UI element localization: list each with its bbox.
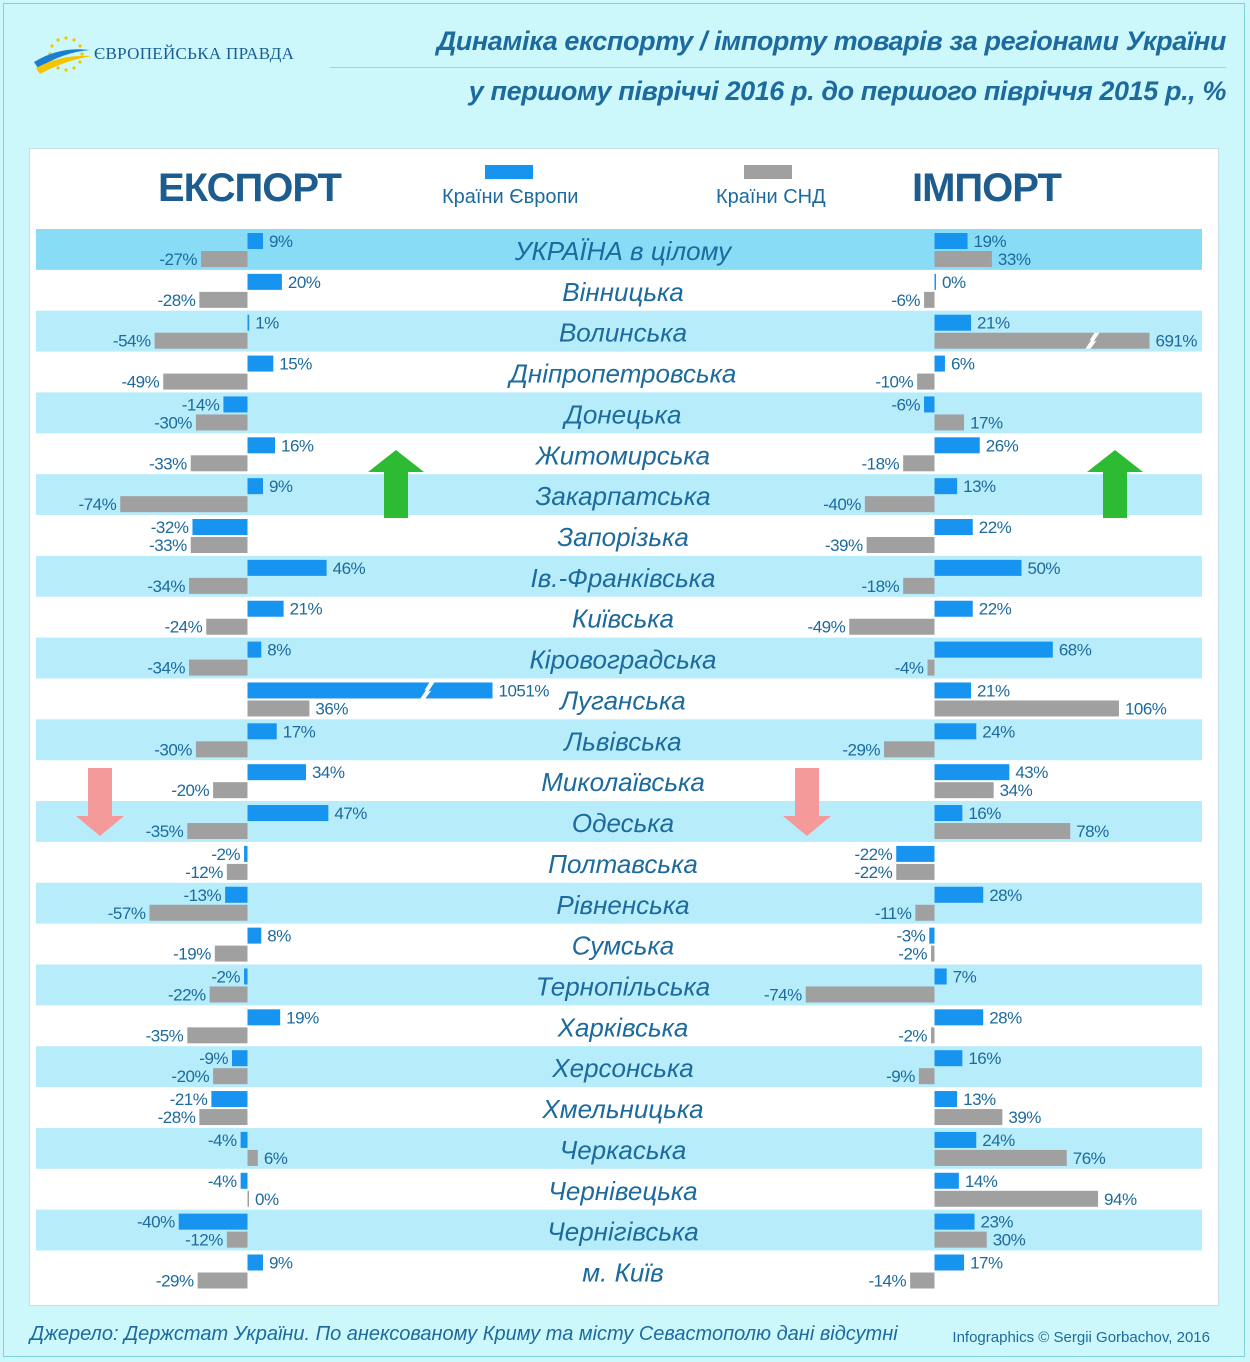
export-cis-bar (187, 1027, 247, 1043)
import-cis-bar (931, 1027, 934, 1043)
import-cis-value-label: -10% (875, 372, 914, 392)
export-europe-bar (248, 764, 306, 780)
export-europe-bar (248, 1009, 281, 1025)
import-europe-value-label: 24% (982, 1130, 1015, 1150)
export-cis-value-label: -24% (164, 617, 203, 637)
logo-text: ЄВРОПЕЙСЬКА ПРАВДА (94, 44, 295, 63)
export-cis-value-label: -34% (147, 658, 186, 678)
export-cis-bar (196, 414, 248, 430)
export-europe-value-label: -32% (150, 518, 189, 538)
export-europe-bar (248, 356, 274, 372)
import-europe-bar (935, 805, 963, 821)
import-cis-bar (935, 414, 965, 430)
export-cis-bar (248, 1191, 250, 1207)
import-cis-bar (917, 374, 934, 390)
export-cis-value-label: -19% (173, 944, 211, 964)
import-cis-bar (928, 660, 935, 676)
import-europe-bar (935, 1214, 975, 1230)
import-europe-value-label: -3% (896, 926, 926, 946)
import-europe-value-label: 23% (980, 1212, 1014, 1232)
import-cis-value-label: 34% (999, 781, 1033, 801)
import-cis-bar (867, 537, 935, 553)
import-europe-bar (924, 396, 934, 412)
export-cis-value-label: -30% (154, 413, 192, 433)
export-cis-bar (189, 578, 247, 594)
export-cis-bar (248, 700, 310, 716)
footer-credit: Infographics © Sergii Gorbachov, 2016 (952, 1329, 1210, 1346)
import-cis-value-label: -18% (861, 576, 900, 596)
region-label: Рівненська (556, 889, 690, 920)
import-cis-value-label: 106% (1124, 699, 1167, 719)
export-cis-bar (155, 333, 248, 349)
import-cis-bar (884, 741, 934, 757)
import-europe-bar (935, 437, 980, 453)
region-label: Київська (572, 603, 674, 634)
import-cis-value-label: -18% (861, 454, 900, 474)
import-europe-bar (935, 274, 937, 290)
region-label: Чернігівська (547, 1216, 699, 1247)
export-cis-bar (215, 946, 248, 962)
region-label: Харківська (557, 1012, 689, 1043)
export-cis-value-label: -49% (121, 372, 160, 392)
region-label: Дніпропетровська (509, 358, 737, 389)
export-europe-bar (248, 437, 276, 453)
export-europe-value-label: 20% (287, 272, 321, 292)
import-cis-bar (924, 292, 934, 308)
import-cis-bar (915, 905, 934, 921)
import-cis-bar (935, 700, 1119, 716)
export-cis-bar (120, 496, 247, 512)
export-europe-value-label: 8% (267, 926, 291, 946)
export-cis-value-label: -28% (157, 290, 196, 310)
export-europe-bar (225, 887, 247, 903)
export-cis-value-label: -35% (145, 822, 184, 842)
export-europe-bar (241, 1173, 248, 1189)
export-europe-bar (248, 478, 263, 494)
export-cis-value-label: -57% (107, 903, 146, 923)
export-heading: ЕКСПОРТ (158, 166, 341, 210)
import-cis-bar (896, 864, 934, 880)
footer-source: Джерело: Держстат України. По анексованому Криму та місту Севастополю дані відсутні (30, 1323, 898, 1345)
export-cis-value-label: -33% (149, 536, 187, 556)
export-europe-value-label: -40% (137, 1212, 175, 1232)
import-europe-bar (929, 928, 934, 944)
export-europe-bar (248, 1255, 263, 1271)
import-cis-bar (865, 496, 935, 512)
import-cis-bar (903, 578, 934, 594)
import-europe-value-label: 13% (963, 1090, 996, 1110)
region-label: УКРАЇНА в цілому (514, 236, 732, 266)
import-cis-value-label: -6% (891, 290, 921, 310)
import-cis-bar (935, 782, 994, 798)
import-europe-bar (935, 1091, 958, 1107)
export-cis-value-label: -33% (149, 454, 187, 474)
import-europe-value-label: 26% (985, 436, 1019, 456)
export-europe-bar (241, 1132, 248, 1148)
import-europe-value-label: 6% (950, 354, 975, 374)
import-europe-bar (935, 315, 972, 331)
import-europe-bar (935, 1050, 963, 1066)
export-europe-value-label: 19% (286, 1008, 319, 1028)
export-europe-bar (248, 642, 262, 658)
export-cis-bar (196, 741, 248, 757)
import-cis-bar (849, 619, 934, 635)
import-europe-value-label: 28% (989, 885, 1022, 905)
export-cis-bar (227, 1232, 248, 1248)
import-europe-bar (935, 764, 1010, 780)
export-europe-value-label: 8% (267, 640, 291, 660)
export-cis-value-label: -28% (157, 1108, 196, 1128)
export-europe-value-label: 21% (289, 599, 323, 619)
chart-title-line-2: у першому півріччі 2016 р. до першого півріччя 2015 р., % (468, 76, 1226, 106)
region-label: Черкаська (559, 1134, 687, 1165)
export-cis-bar (206, 619, 247, 635)
import-europe-value-label: 7% (952, 967, 977, 987)
export-cis-bar (187, 823, 247, 839)
region-label: Вінницька (562, 276, 684, 307)
import-europe-bar (935, 233, 968, 249)
import-cis-bar (919, 1068, 935, 1084)
export-europe-bar (192, 519, 247, 535)
import-cis-value-label: -40% (823, 495, 861, 515)
import-europe-value-label: 0% (942, 272, 966, 292)
export-europe-bar (244, 968, 247, 984)
import-cis-value-label: 30% (992, 1230, 1026, 1250)
export-europe-value-label: -13% (183, 885, 222, 905)
export-europe-value-label: 9% (268, 1253, 293, 1273)
import-europe-value-label: 19% (973, 232, 1007, 251)
export-cis-value-label: -30% (154, 740, 192, 760)
import-europe-bar (935, 642, 1053, 658)
export-europe-bar (248, 601, 284, 617)
region-label: Ів.-Франківська (530, 562, 716, 593)
import-europe-value-label: -22% (854, 844, 893, 864)
region-label: Волинська (558, 317, 688, 348)
export-cis-bar (210, 986, 248, 1002)
region-label: Херсонська (552, 1053, 694, 1084)
export-cis-bar (198, 1273, 248, 1289)
export-europe-value-label: -21% (169, 1090, 208, 1110)
import-europe-bar (935, 1173, 959, 1189)
export-europe-value-label: -14% (181, 395, 220, 415)
import-cis-bar (931, 946, 934, 962)
import-cis-value-label: 94% (1104, 1189, 1137, 1209)
legend-europe-label: Країни Європи (442, 186, 579, 208)
export-cis-value-label: -12% (185, 862, 223, 882)
region-label: Сумська (571, 930, 675, 961)
export-cis-value-label: 0% (255, 1189, 279, 1209)
region-label: Полтавська (548, 848, 698, 879)
import-cis-value-label: 17% (970, 413, 1003, 433)
import-cis-bar (910, 1273, 934, 1289)
import-cis-bar (935, 1109, 1003, 1125)
import-europe-value-label: 21% (977, 313, 1010, 333)
import-cis-value-label: 691% (1155, 331, 1197, 351)
import-europe-bar (935, 478, 958, 494)
region-label: Луганська (560, 685, 686, 716)
import-cis-value-label: 76% (1072, 1148, 1106, 1168)
import-europe-value-label: 24% (982, 722, 1015, 742)
export-europe-value-label: -4% (207, 1130, 237, 1150)
export-cis-bar (201, 251, 247, 267)
import-heading: ІМПОРТ (912, 166, 1061, 210)
import-cis-bar (935, 1191, 1099, 1207)
export-cis-value-label: 6% (263, 1148, 288, 1168)
import-europe-value-label: 16% (968, 804, 1001, 824)
export-europe-value-label: -2% (211, 844, 241, 864)
import-europe-bar (935, 1132, 977, 1148)
export-europe-bar (248, 928, 262, 944)
export-europe-value-label: 34% (311, 763, 345, 783)
import-europe-bar (935, 968, 947, 984)
import-europe-value-label: 28% (989, 1008, 1022, 1028)
export-cis-bar (191, 455, 248, 471)
export-cis-value-label: -74% (78, 495, 117, 515)
import-cis-value-label: -2% (898, 944, 928, 964)
export-europe-value-label: 15% (279, 354, 312, 374)
export-europe-value-label: 1% (255, 313, 279, 333)
export-europe-value-label: 16% (281, 436, 314, 456)
import-cis-value-label: 33% (997, 250, 1031, 269)
import-europe-value-label: 13% (963, 477, 996, 497)
import-europe-bar (935, 682, 972, 698)
import-cis-bar (935, 1232, 987, 1248)
export-cis-bar (191, 537, 248, 553)
region-label: Миколаївська (541, 767, 705, 798)
export-europe-bar (223, 396, 247, 412)
export-europe-bar (248, 682, 493, 698)
import-cis-value-label: 39% (1008, 1108, 1041, 1128)
import-europe-bar (935, 1255, 965, 1271)
region-label: Донецька (564, 399, 682, 430)
export-europe-bar (248, 723, 277, 739)
export-cis-bar (163, 374, 247, 390)
export-cis-value-label: -34% (147, 576, 186, 596)
import-cis-bar (935, 1150, 1067, 1166)
export-europe-bar (248, 315, 250, 331)
export-europe-bar (248, 560, 327, 576)
import-europe-value-label: -6% (891, 395, 921, 415)
import-cis-value-label: -39% (824, 536, 863, 556)
import-europe-value-label: 22% (978, 518, 1012, 538)
export-europe-value-label: 1051% (498, 681, 549, 701)
import-cis-bar (935, 333, 1150, 349)
import-europe-value-label: 21% (977, 681, 1010, 701)
region-label: Запорізька (557, 522, 689, 553)
import-europe-bar (896, 846, 934, 862)
chart-title-line-1: Динаміка експорту / імпорту товарів за регіонами України (436, 26, 1226, 56)
export-cis-bar (248, 1150, 258, 1166)
export-cis-value-label: 36% (315, 699, 348, 719)
import-cis-bar (935, 823, 1071, 839)
region-label: м. Київ (582, 1257, 664, 1288)
import-europe-bar (935, 560, 1022, 576)
import-cis-value-label: -22% (854, 862, 893, 882)
export-cis-bar (227, 864, 248, 880)
export-cis-value-label: -35% (145, 1026, 184, 1046)
import-europe-value-label: 22% (978, 599, 1012, 619)
import-cis-value-label: -14% (868, 1271, 907, 1291)
import-cis-bar (806, 986, 935, 1002)
region-label: Закарпатська (535, 481, 711, 512)
export-cis-value-label: -20% (171, 781, 210, 801)
region-label: Львівська (564, 726, 682, 757)
export-europe-value-label: 9% (268, 477, 293, 497)
export-europe-bar (248, 274, 282, 290)
import-cis-value-label: -49% (807, 617, 846, 637)
import-cis-value-label: -4% (894, 658, 924, 678)
export-europe-value-label: 46% (332, 558, 366, 578)
export-europe-bar (244, 846, 247, 862)
region-label: Житомирська (535, 440, 711, 471)
export-europe-value-label: -2% (211, 967, 241, 987)
export-europe-value-label: -4% (207, 1171, 237, 1191)
import-europe-value-label: 43% (1015, 763, 1048, 783)
import-cis-value-label: -2% (898, 1026, 928, 1046)
import-cis-value-label: -9% (886, 1067, 915, 1087)
export-europe-value-label: 17% (282, 722, 316, 742)
import-europe-bar (935, 1009, 984, 1025)
import-europe-bar (935, 601, 973, 617)
import-europe-value-label: 14% (964, 1171, 998, 1191)
import-europe-value-label: 17% (970, 1253, 1003, 1273)
import-europe-value-label: 16% (968, 1049, 1001, 1069)
import-europe-value-label: 50% (1027, 558, 1061, 578)
region-label: Одеська (571, 808, 675, 839)
import-europe-bar (935, 356, 945, 372)
import-cis-value-label: 78% (1076, 822, 1109, 842)
export-cis-value-label: -27% (159, 250, 198, 269)
export-cis-value-label: -54% (112, 331, 151, 351)
export-europe-bar (179, 1214, 248, 1230)
export-europe-bar (248, 805, 329, 821)
import-europe-value-label: 68% (1058, 640, 1092, 660)
export-cis-bar (149, 905, 247, 921)
export-cis-bar (199, 1109, 247, 1125)
region-label: Кіровоградська (529, 644, 717, 675)
import-cis-value-label: -11% (874, 903, 912, 923)
export-cis-bar (199, 292, 247, 308)
legend-cis-label: Країни СНД (716, 186, 826, 208)
export-europe-bar (211, 1091, 247, 1107)
export-europe-bar (232, 1050, 247, 1066)
import-europe-bar (935, 723, 977, 739)
export-cis-bar (213, 782, 247, 798)
export-cis-value-label: -22% (167, 985, 206, 1005)
export-europe-value-label: 9% (268, 232, 293, 251)
region-label: Чернівецька (548, 1175, 698, 1206)
export-europe-bar (248, 233, 263, 249)
import-europe-bar (935, 887, 984, 903)
export-cis-bar (189, 660, 247, 676)
import-cis-bar (903, 455, 934, 471)
import-europe-bar (935, 519, 973, 535)
export-cis-value-label: -12% (185, 1230, 223, 1250)
region-label: Тернопільська (535, 971, 711, 1002)
import-cis-bar (935, 251, 992, 267)
export-europe-value-label: 47% (334, 804, 367, 824)
export-cis-bar (213, 1068, 247, 1084)
export-cis-value-label: -20% (171, 1067, 210, 1087)
import-cis-value-label: -74% (764, 985, 802, 1005)
region-label: Хмельницька (542, 1094, 704, 1125)
import-cis-value-label: -29% (842, 740, 881, 760)
export-cis-value-label: -29% (155, 1271, 194, 1291)
export-europe-value-label: -9% (199, 1049, 229, 1069)
